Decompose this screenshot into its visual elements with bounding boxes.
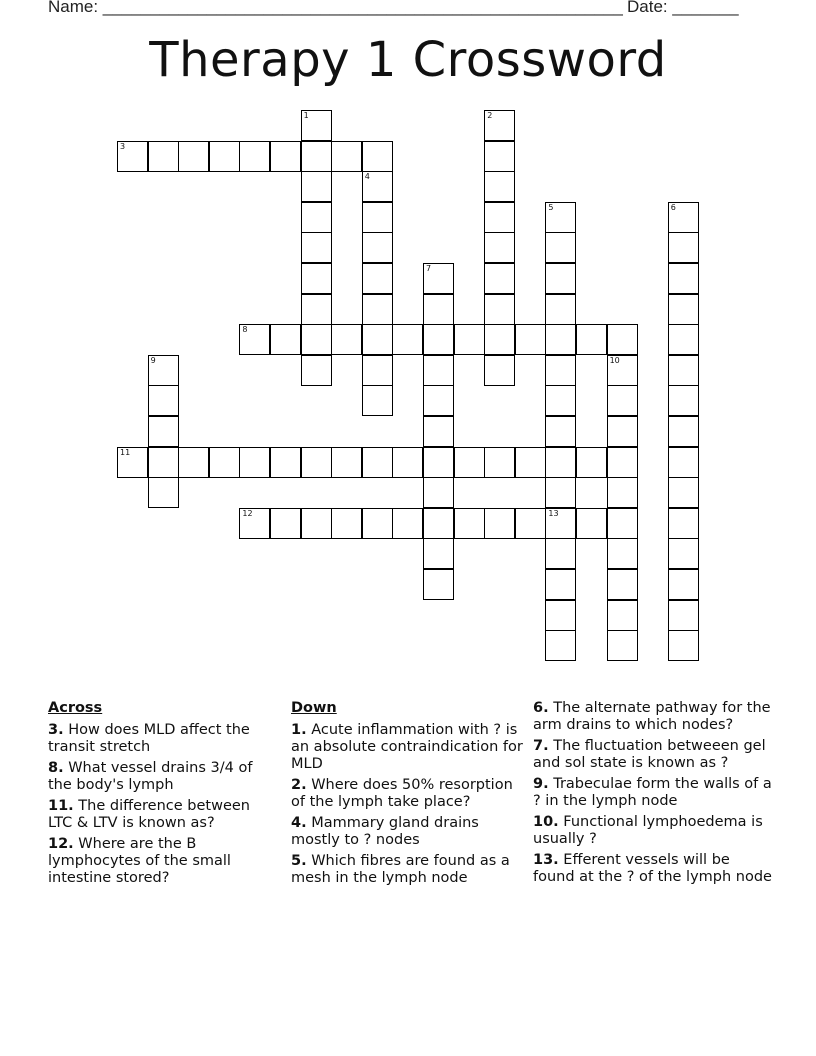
clue-number: 1. xyxy=(291,722,307,738)
grid-cell[interactable] xyxy=(668,447,699,478)
clue-text: Trabeculae form the walls of a ? in the lymph node xyxy=(533,776,772,809)
grid-cell[interactable] xyxy=(331,141,362,172)
grid-cell[interactable] xyxy=(545,324,576,355)
grid-cell[interactable] xyxy=(576,447,607,478)
clue-down-2 xyxy=(291,777,523,811)
page-title: Therapy 1 Crossword xyxy=(149,32,667,88)
grid-cell[interactable] xyxy=(545,385,576,416)
grid-cell[interactable] xyxy=(545,416,576,447)
grid-cell[interactable] xyxy=(148,477,179,508)
grid-cell[interactable] xyxy=(423,324,454,355)
clue-number-label: 13 xyxy=(548,508,559,518)
grid-cell[interactable] xyxy=(117,141,148,172)
clue-text: The difference between LTC & LTV is known as? xyxy=(48,798,250,831)
grid-cell[interactable] xyxy=(362,263,393,294)
clue-number-label: 11 xyxy=(120,447,131,457)
grid-cell[interactable] xyxy=(545,538,576,569)
clue-text: Which fibres are found as a mesh in the lymph node xyxy=(291,853,510,886)
clue-number-label: 4 xyxy=(364,172,370,182)
grid-cell[interactable] xyxy=(239,141,270,172)
grid-cell[interactable] xyxy=(607,630,638,661)
grid-cell[interactable] xyxy=(668,477,699,508)
grid-cell[interactable] xyxy=(454,447,485,478)
grid-cell[interactable] xyxy=(301,447,332,478)
clue-number-label: 6 xyxy=(670,202,676,212)
grid-cell[interactable] xyxy=(607,538,638,569)
grid-cell[interactable] xyxy=(668,508,699,539)
grid-cell[interactable] xyxy=(484,447,515,478)
grid-cell[interactable] xyxy=(331,324,362,355)
grid-cell[interactable] xyxy=(301,232,332,263)
grid-cell[interactable] xyxy=(362,141,393,172)
grid-cell[interactable] xyxy=(454,324,485,355)
clue-number-label: 8 xyxy=(242,325,248,335)
grid-cell[interactable] xyxy=(607,416,638,447)
grid-cell[interactable] xyxy=(423,385,454,416)
name-field[interactable]: Name: _______________________________________________________ xyxy=(48,0,623,16)
grid-cell[interactable] xyxy=(607,355,638,386)
grid-cell[interactable] xyxy=(576,324,607,355)
down-clues-column xyxy=(291,700,523,891)
grid-cell[interactable] xyxy=(148,447,179,478)
grid-cell[interactable] xyxy=(545,447,576,478)
grid-cell[interactable] xyxy=(668,263,699,294)
grid-cell[interactable] xyxy=(607,447,638,478)
grid-cell[interactable] xyxy=(607,324,638,355)
clue-across-12 xyxy=(48,836,278,887)
clue-number: 5. xyxy=(291,853,307,869)
grid-cell[interactable] xyxy=(301,171,332,202)
grid-cell[interactable] xyxy=(148,355,179,386)
clue-text: What vessel drains 3/4 of the body's lymph xyxy=(48,760,253,793)
down-heading: Down xyxy=(291,700,337,716)
grid-cell[interactable] xyxy=(362,171,393,202)
grid-cell[interactable] xyxy=(668,202,699,233)
grid-cell[interactable] xyxy=(484,294,515,325)
grid-cell[interactable] xyxy=(178,141,209,172)
grid-cell[interactable] xyxy=(515,324,546,355)
grid-cell[interactable] xyxy=(668,385,699,416)
clue-number: 2. xyxy=(291,777,307,793)
grid-cell[interactable] xyxy=(545,477,576,508)
clue-text: The alternate pathway for the arm drains to which nodes? xyxy=(533,700,771,733)
grid-cell[interactable] xyxy=(484,141,515,172)
grid-cell[interactable] xyxy=(209,141,240,172)
grid-cell[interactable] xyxy=(668,232,699,263)
across-heading: Across xyxy=(48,700,103,716)
grid-cell[interactable] xyxy=(362,508,393,539)
clue-down-6 xyxy=(533,700,773,734)
clue-number: 13. xyxy=(533,852,559,868)
grid-cell[interactable] xyxy=(668,600,699,631)
grid-cell[interactable] xyxy=(270,141,301,172)
grid-cell[interactable] xyxy=(545,600,576,631)
clue-number-label: 12 xyxy=(242,508,253,518)
grid-cell[interactable] xyxy=(239,447,270,478)
grid-cell[interactable] xyxy=(515,508,546,539)
across-clues-column xyxy=(48,700,278,891)
grid-cell[interactable] xyxy=(362,324,393,355)
clue-down-13 xyxy=(533,852,773,886)
grid-cell[interactable] xyxy=(423,355,454,386)
grid-cell[interactable] xyxy=(270,447,301,478)
grid-cell[interactable] xyxy=(362,294,393,325)
grid-cell[interactable] xyxy=(301,294,332,325)
grid-cell[interactable] xyxy=(239,324,270,355)
grid-cell[interactable] xyxy=(423,294,454,325)
grid-cell[interactable] xyxy=(392,324,423,355)
grid-cell[interactable] xyxy=(607,385,638,416)
grid-cell[interactable] xyxy=(607,569,638,600)
grid-cell[interactable] xyxy=(423,263,454,294)
grid-cell[interactable] xyxy=(423,508,454,539)
grid-cell[interactable] xyxy=(668,569,699,600)
clue-text: Where are the B lymphocytes of the small intestine stored? xyxy=(48,836,231,886)
grid-cell[interactable] xyxy=(148,385,179,416)
grid-cell[interactable] xyxy=(301,263,332,294)
grid-cell[interactable] xyxy=(484,324,515,355)
grid-cell[interactable] xyxy=(301,202,332,233)
grid-cell[interactable] xyxy=(545,569,576,600)
grid-cell[interactable] xyxy=(454,508,485,539)
grid-cell[interactable] xyxy=(484,110,515,141)
grid-cell[interactable] xyxy=(362,355,393,386)
grid-cell[interactable] xyxy=(178,447,209,478)
clue-number-label: 10 xyxy=(609,355,620,365)
clue-across-3 xyxy=(48,722,278,756)
clue-down-1 xyxy=(291,722,523,773)
grid-cell[interactable] xyxy=(148,141,179,172)
clue-number: 12. xyxy=(48,836,74,852)
grid-cell[interactable] xyxy=(423,447,454,478)
clue-number-label: 5 xyxy=(548,202,554,212)
grid-cell[interactable] xyxy=(301,324,332,355)
grid-cell[interactable] xyxy=(239,508,270,539)
grid-cell[interactable] xyxy=(576,508,607,539)
clue-number: 11. xyxy=(48,798,74,814)
grid-cell[interactable] xyxy=(545,355,576,386)
clue-number: 4. xyxy=(291,815,307,831)
grid-cell[interactable] xyxy=(362,447,393,478)
grid-cell[interactable] xyxy=(668,324,699,355)
grid-cell[interactable] xyxy=(270,324,301,355)
clue-across-8 xyxy=(48,760,278,794)
clue-number: 7. xyxy=(533,738,549,754)
grid-cell[interactable] xyxy=(545,202,576,233)
clue-number-label: 7 xyxy=(426,264,432,273)
grid-cell[interactable] xyxy=(484,171,515,202)
grid-cell[interactable] xyxy=(484,508,515,539)
clue-text: The fluctuation betweeen gel and sol state is known as ? xyxy=(533,738,766,771)
down-clues-continued-column xyxy=(533,700,773,890)
grid-cell[interactable] xyxy=(362,385,393,416)
grid-cell[interactable] xyxy=(607,600,638,631)
clue-number: 6. xyxy=(533,700,549,716)
clue-number-label: 2 xyxy=(487,111,493,120)
clue-number: 8. xyxy=(48,760,64,776)
clue-text: How does MLD affect the transit stretch xyxy=(48,722,250,755)
grid-cell[interactable] xyxy=(423,416,454,447)
grid-cell[interactable] xyxy=(392,447,423,478)
grid-cell[interactable] xyxy=(668,538,699,569)
grid-cell[interactable] xyxy=(209,447,240,478)
grid-cell[interactable] xyxy=(301,141,332,172)
clue-number: 10. xyxy=(533,814,559,830)
grid-cell[interactable] xyxy=(668,294,699,325)
grid-cell[interactable] xyxy=(484,355,515,386)
grid-cell[interactable] xyxy=(117,447,148,478)
grid-cell[interactable] xyxy=(301,110,332,141)
clue-number-label: 9 xyxy=(150,355,156,365)
grid-cell[interactable] xyxy=(392,508,423,539)
clue-across-11 xyxy=(48,798,278,832)
grid-cell[interactable] xyxy=(362,202,393,233)
grid-cell[interactable] xyxy=(484,263,515,294)
grid-cell[interactable] xyxy=(362,232,393,263)
date-field[interactable]: Date: _______ xyxy=(627,0,739,16)
grid-cell[interactable] xyxy=(668,630,699,661)
grid-cell[interactable] xyxy=(423,477,454,508)
grid-cell[interactable] xyxy=(545,508,576,539)
grid-cell[interactable] xyxy=(301,355,332,386)
grid-cell[interactable] xyxy=(270,508,301,539)
clue-down-5 xyxy=(291,853,523,887)
grid-cell[interactable] xyxy=(331,447,362,478)
grid-cell[interactable] xyxy=(484,202,515,233)
grid-cell[interactable] xyxy=(301,508,332,539)
clue-down-10 xyxy=(533,814,773,848)
clue-text: Where does 50% resorption of the lymph take place? xyxy=(291,777,513,810)
clue-number-label: 3 xyxy=(120,141,126,151)
grid-cell[interactable] xyxy=(545,630,576,661)
grid-cell[interactable] xyxy=(545,232,576,263)
clue-down-9 xyxy=(533,776,773,810)
grid-cell[interactable] xyxy=(423,569,454,600)
grid-cell[interactable] xyxy=(148,416,179,447)
clue-number-label: 1 xyxy=(303,111,309,120)
clue-number: 9. xyxy=(533,776,549,792)
clue-number: 3. xyxy=(48,722,64,738)
clue-down-4 xyxy=(291,815,523,849)
grid-cell[interactable] xyxy=(545,263,576,294)
clue-text: Efferent vessels will be found at the ? of the lymph node xyxy=(533,852,772,885)
grid-cell[interactable] xyxy=(668,416,699,447)
grid-cell[interactable] xyxy=(484,232,515,263)
grid-cell[interactable] xyxy=(607,477,638,508)
clue-down-7 xyxy=(533,738,773,772)
grid-cell[interactable] xyxy=(607,508,638,539)
grid-cell[interactable] xyxy=(668,355,699,386)
grid-cell[interactable] xyxy=(423,538,454,569)
grid-cell[interactable] xyxy=(515,447,546,478)
grid-cell[interactable] xyxy=(545,294,576,325)
clue-text: Functional lymphoedema is usually ? xyxy=(533,814,763,847)
grid-cell[interactable] xyxy=(331,508,362,539)
clue-text: Mammary gland drains mostly to ? nodes xyxy=(291,815,479,848)
clue-text: Acute inflammation with ? is an absolute contraindication for MLD xyxy=(291,722,523,772)
